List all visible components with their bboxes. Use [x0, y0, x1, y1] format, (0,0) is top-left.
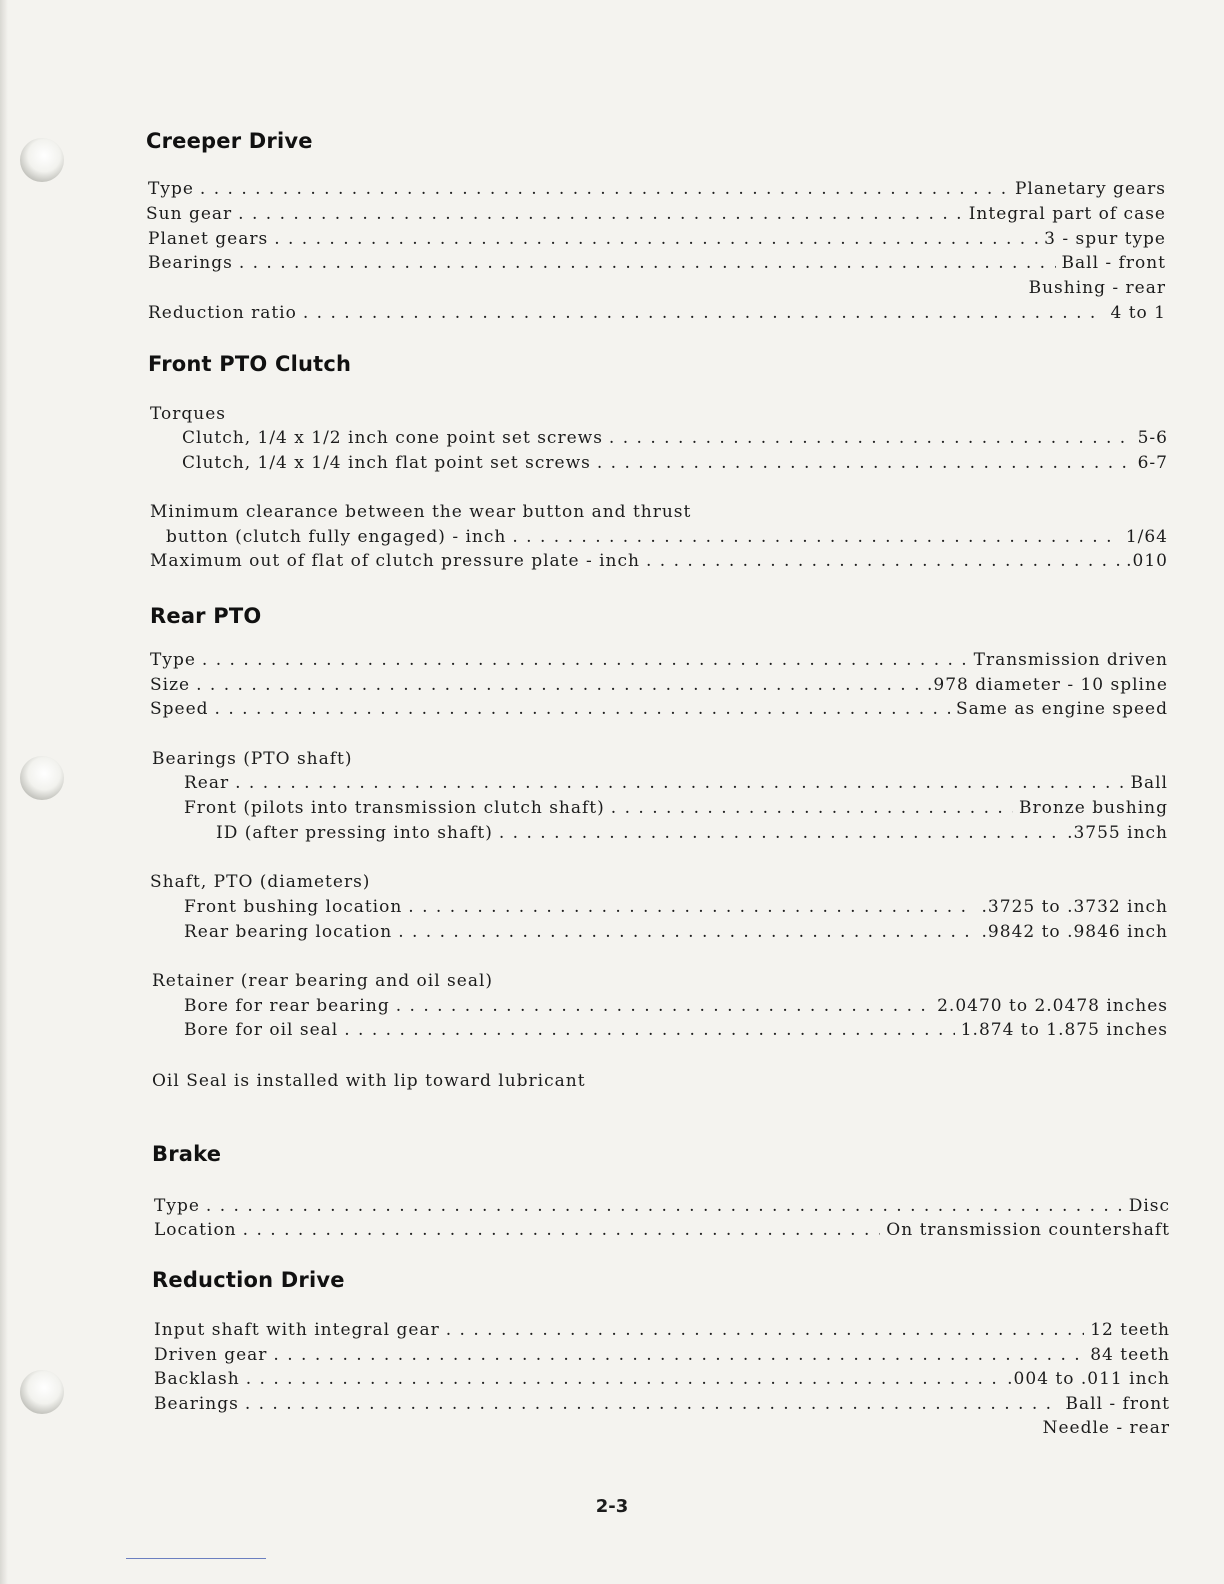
row-label: ID (after pressing into shaft) [216, 823, 493, 843]
leader-dots [499, 821, 1061, 845]
input-shaft-row [154, 1318, 1170, 1342]
leader-dots [646, 549, 1120, 573]
row-label: Type [150, 650, 196, 670]
leader-dots [597, 451, 1132, 475]
row-label: Reduction ratio [148, 303, 297, 323]
rear-pto-heading: Rear PTO [150, 604, 262, 628]
leader-dots [196, 673, 921, 697]
row-label: Rear [184, 773, 230, 793]
row-value: Disc [1128, 1196, 1170, 1216]
row-label: Bearings [148, 253, 233, 273]
clearance-row [166, 525, 1168, 549]
brake-heading: Brake [152, 1142, 222, 1166]
torques-label: Torques [150, 404, 226, 424]
flat-point-row [182, 451, 1168, 475]
row-label: Bore for oil seal [184, 1020, 339, 1040]
footer-rule [126, 1558, 266, 1559]
row-value: On transmission countershaft [886, 1220, 1170, 1240]
leader-dots [206, 1194, 1123, 1218]
page-number: 2-3 [595, 1496, 629, 1517]
creeper-planet-gears-row [148, 227, 1166, 251]
pto-bushing-id-row [216, 821, 1168, 845]
pto-shaft-title: Shaft, PTO (diameters) [150, 872, 371, 892]
row-value: Same as engine speed [956, 699, 1168, 719]
leader-dots [611, 796, 1013, 820]
leader-dots [512, 525, 1119, 549]
creeper-drive-heading: Creeper Drive [146, 129, 313, 153]
leader-dots [238, 202, 963, 226]
row-value: .004 to .011 inch [1007, 1369, 1170, 1389]
row-label: Bore for rear bearing [184, 996, 390, 1016]
leader-dots [274, 227, 1038, 251]
reduction-drive-heading: Reduction Drive [152, 1268, 345, 1292]
brake-location-row [154, 1218, 1170, 1242]
leader-dots [246, 1367, 1001, 1391]
row-label: Driven gear [154, 1345, 268, 1365]
creeper-type-row [148, 177, 1166, 201]
row-value: 5-6 [1137, 428, 1168, 448]
row-value: .3755 inch [1067, 823, 1168, 843]
front-pto-heading: Front PTO Clutch [148, 352, 352, 376]
leader-dots [245, 1392, 1060, 1416]
rear-pto-type-row [150, 648, 1168, 672]
front-bushing-location-row [184, 895, 1168, 919]
leader-dots [446, 1318, 1085, 1342]
row-value: 4 to 1 [1110, 303, 1166, 323]
row-label: Rear bearing location [184, 922, 393, 942]
rear-pto-size-row [150, 673, 1168, 697]
leader-dots [200, 177, 1009, 201]
bore-rear-bearing-row [184, 994, 1168, 1018]
reduction-bearings-rear: Needle - rear [1042, 1418, 1170, 1438]
row-label: Front (pilots into transmission clutch shaft) [184, 798, 605, 818]
row-value: 12 teeth [1090, 1320, 1170, 1340]
row-value: Ball [1130, 773, 1168, 793]
row-label: button (clutch fully engaged) - inch [166, 527, 507, 547]
row-value: .3725 to .3732 inch [981, 897, 1168, 917]
leader-dots [202, 648, 968, 672]
rear-pto-speed-row [150, 697, 1168, 721]
leader-dots [239, 251, 1056, 275]
row-label: Backlash [154, 1369, 240, 1389]
row-label: Clutch, 1/4 x 1/4 inch flat point set screws [182, 453, 591, 473]
row-label: Location [154, 1220, 237, 1240]
row-value: 6-7 [1137, 453, 1168, 473]
row-value: 1.874 to 1.875 inches [960, 1020, 1168, 1040]
oil-seal-note: Oil Seal is installed with lip toward lubricant [152, 1071, 586, 1091]
row-label: Type [148, 179, 194, 199]
row-value: 1/64 [1125, 527, 1168, 547]
row-label: Size [150, 675, 191, 695]
row-value: .010 [1126, 551, 1168, 571]
flatness-row [150, 549, 1168, 573]
reduction-bearings-row [154, 1392, 1170, 1416]
row-value: .9842 to .9846 inch [981, 922, 1168, 942]
leader-dots [303, 301, 1105, 325]
row-value: Bronze bushing [1019, 798, 1168, 818]
leader-dots [398, 920, 975, 944]
row-label: Bearings [154, 1394, 239, 1414]
backlash-row [154, 1367, 1170, 1391]
row-value: 3 - spur type [1044, 229, 1166, 249]
row-value: .978 diameter - 10 spline [927, 675, 1168, 695]
row-label: Clutch, 1/4 x 1/2 inch cone point set screws [182, 428, 603, 448]
row-value: Ball - front [1061, 253, 1166, 273]
pto-bearing-rear-row [184, 771, 1168, 795]
pto-bearings-title: Bearings (PTO shaft) [152, 749, 353, 769]
row-value: 84 teeth [1090, 1345, 1170, 1365]
leader-dots [273, 1343, 1084, 1367]
row-label: Input shaft with integral gear [154, 1320, 440, 1340]
row-label: Type [154, 1196, 200, 1216]
pto-bearing-front-row [184, 796, 1168, 820]
retainer-title: Retainer (rear bearing and oil seal) [152, 971, 494, 991]
bore-oil-seal-row [184, 1018, 1168, 1042]
creeper-sun-gear-row [146, 202, 1166, 226]
driven-gear-row [154, 1343, 1170, 1367]
creeper-bearings-row [148, 251, 1166, 275]
rear-bearing-location-row [184, 920, 1168, 944]
row-label: Maximum out of flat of clutch pressure plate - inch [150, 551, 640, 571]
leader-dots [396, 994, 931, 1018]
row-value: 2.0470 to 2.0478 inches [937, 996, 1168, 1016]
cone-point-row [182, 426, 1168, 450]
row-label: Speed [150, 699, 209, 719]
leader-dots [215, 697, 950, 721]
leader-dots [344, 1018, 954, 1042]
leader-dots [408, 895, 975, 919]
row-value: Ball - front [1065, 1394, 1170, 1414]
clearance-line1: Minimum clearance between the wear button and thrust [150, 502, 692, 522]
leader-dots [609, 426, 1132, 450]
row-label: Front bushing location [184, 897, 403, 917]
row-value: Planetary gears [1014, 179, 1166, 199]
row-label: Planet gears [148, 229, 269, 249]
row-label: Sun gear [146, 204, 233, 224]
leader-dots [243, 1218, 881, 1242]
brake-type-row [154, 1194, 1170, 1218]
row-value: Transmission driven [973, 650, 1168, 670]
leader-dots [235, 771, 1124, 795]
row-value: Integral part of case [968, 204, 1166, 224]
creeper-bearings-rear: Bushing - rear [1028, 278, 1166, 298]
creeper-ratio-row [148, 301, 1166, 325]
